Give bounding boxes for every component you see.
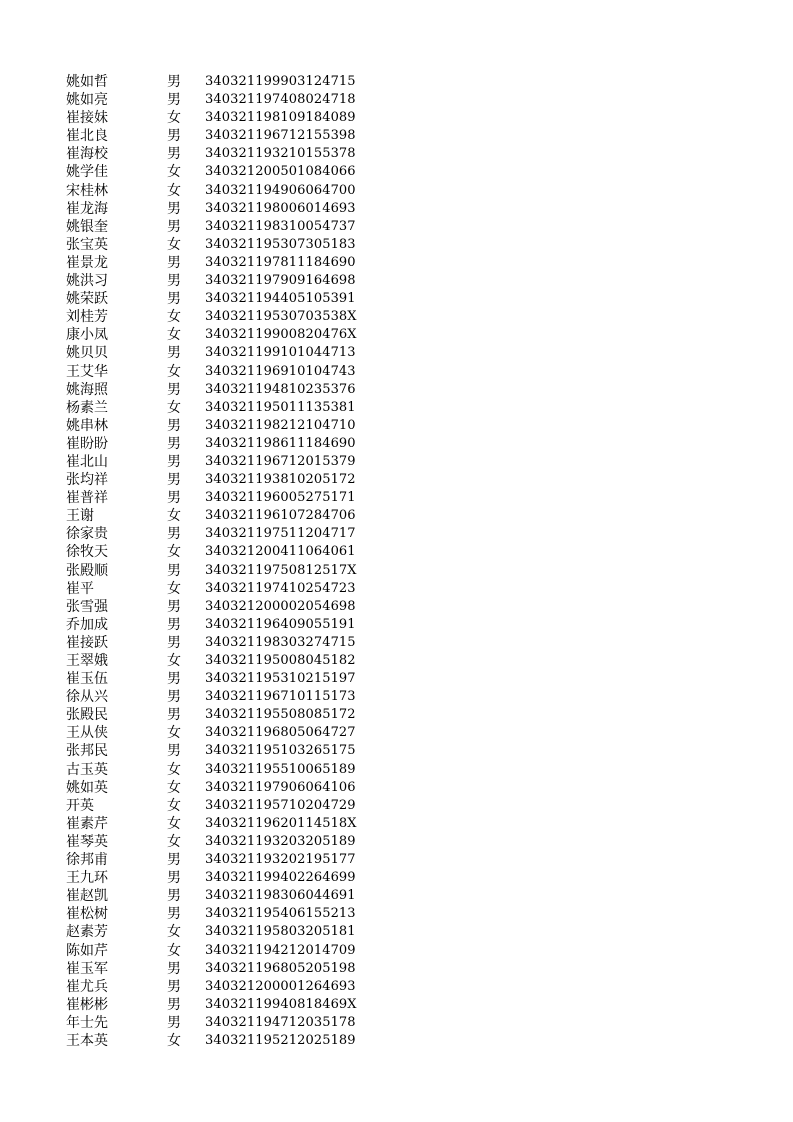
id-number: 340321200501084066	[205, 164, 356, 180]
id-number: 340321193203205189	[205, 833, 356, 849]
person-name: 王九环	[66, 870, 108, 887]
person-gender: 女	[167, 833, 181, 850]
person-name: 王从侠	[66, 725, 108, 742]
id-number: 340321197511204717	[205, 526, 356, 542]
person-name: 张均祥	[66, 472, 108, 489]
record-row	[66, 507, 366, 525]
person-gender: 男	[167, 381, 181, 398]
person-name: 姚如哲	[66, 74, 108, 90]
person-gender: 男	[167, 870, 181, 887]
person-name: 姚学佳	[66, 164, 108, 181]
person-name: 崔尤兵	[66, 978, 108, 995]
record-row	[66, 978, 366, 996]
person-gender: 男	[167, 562, 181, 579]
record-row	[66, 290, 366, 308]
person-gender: 男	[167, 273, 181, 290]
id-number: 340321198303274715	[205, 634, 356, 650]
person-gender: 男	[167, 888, 181, 905]
person-name: 徐从兴	[66, 689, 108, 706]
person-name: 崔盼盼	[66, 435, 108, 452]
record-row	[66, 453, 366, 471]
person-gender: 女	[167, 761, 181, 778]
record-row	[66, 960, 366, 978]
person-gender: 男	[167, 254, 181, 271]
record-row	[66, 381, 366, 399]
id-number: 340321195510065189	[205, 761, 356, 777]
person-name: 崔彬彬	[66, 996, 108, 1013]
id-number: 340321197909164698	[205, 273, 356, 289]
person-gender: 女	[167, 164, 181, 181]
person-name: 崔北良	[66, 128, 108, 145]
person-gender: 男	[167, 291, 181, 308]
record-row	[66, 562, 366, 580]
person-gender: 女	[167, 779, 181, 796]
record-row	[66, 580, 366, 598]
person-name: 刘桂芳	[66, 309, 108, 326]
id-number: 340321193810205172	[205, 472, 356, 488]
id-number: 34032119940818469X	[205, 996, 357, 1012]
record-row	[66, 182, 366, 200]
person-name: 乔加成	[66, 616, 108, 633]
person-gender: 女	[167, 544, 181, 561]
record-row	[66, 652, 366, 670]
id-number: 34032119530703538X	[205, 309, 357, 325]
id-number: 340321195103265175	[205, 743, 356, 759]
record-row	[66, 616, 366, 634]
record-row	[66, 797, 366, 815]
record-row	[66, 525, 366, 543]
person-name: 崔玉伍	[66, 671, 108, 688]
record-row	[66, 435, 366, 453]
person-gender: 男	[167, 978, 181, 995]
id-number: 34032119900820476X	[205, 327, 357, 343]
person-gender: 女	[167, 653, 181, 669]
id-number: 340321195508085172	[205, 707, 356, 723]
person-gender: 女	[167, 508, 181, 525]
id-number: 340321198109184089	[205, 110, 356, 126]
id-number: 340321194212014709	[205, 942, 356, 958]
record-row	[66, 91, 366, 109]
id-number: 340321195803205181	[205, 924, 356, 940]
person-name: 王艾华	[66, 363, 108, 380]
id-number: 340321194906064700	[205, 182, 356, 198]
id-number: 340321196409055191	[205, 616, 356, 632]
person-gender: 女	[167, 363, 181, 380]
id-number: 340321196805205198	[205, 960, 356, 976]
id-number: 340321196805064727	[205, 725, 356, 741]
person-name: 年士先	[66, 1014, 108, 1031]
person-gender: 女	[167, 236, 181, 253]
id-number: 340321194810235376	[205, 381, 356, 397]
person-name: 张殿民	[66, 707, 108, 724]
person-gender: 男	[167, 743, 181, 760]
person-name: 姚海照	[66, 381, 108, 398]
person-gender: 男	[167, 128, 181, 145]
person-gender: 男	[167, 598, 181, 615]
record-row	[66, 815, 366, 833]
id-number: 340321193202195177	[205, 852, 356, 868]
person-gender: 女	[167, 1032, 181, 1049]
record-row	[66, 851, 366, 869]
person-name: 张宝英	[66, 236, 108, 253]
record-row	[66, 218, 366, 236]
id-number: 340321198611184690	[205, 435, 356, 451]
person-name: 崔接妹	[66, 110, 108, 127]
record-row	[66, 200, 366, 218]
id-number: 340321195406155213	[205, 906, 356, 922]
id-number: 340321195307305183	[205, 236, 356, 252]
id-number: 340321197408024718	[205, 92, 356, 108]
person-gender: 男	[167, 417, 181, 434]
person-name: 开英	[66, 797, 94, 814]
person-name: 张邦民	[66, 743, 108, 760]
person-gender: 女	[167, 182, 181, 199]
id-number: 340321194712035178	[205, 1014, 356, 1030]
person-gender: 男	[167, 435, 181, 452]
record-row	[66, 163, 366, 181]
person-name: 姚如英	[66, 779, 108, 796]
id-number: 340321198212104710	[205, 417, 356, 433]
person-gender: 男	[167, 74, 181, 90]
id-number: 340321200001264693	[205, 978, 356, 994]
id-number: 340321197811184690	[205, 254, 356, 270]
record-row	[66, 1032, 366, 1050]
person-name: 崔素芹	[66, 815, 108, 832]
record-row	[66, 471, 366, 489]
id-number: 34032119750812517X	[205, 562, 357, 578]
id-number: 340321195008045182	[205, 653, 356, 668]
person-gender: 女	[167, 942, 181, 959]
person-gender: 女	[167, 110, 181, 127]
id-number: 340321196107284706	[205, 508, 356, 524]
id-number: 340321196910104743	[205, 363, 356, 379]
record-row	[66, 109, 366, 127]
person-name: 张殿顺	[66, 562, 108, 579]
person-name: 崔玉军	[66, 960, 108, 977]
person-gender: 男	[167, 906, 181, 923]
id-number: 340321198306044691	[205, 888, 356, 904]
person-name: 古玉英	[66, 761, 108, 778]
person-name: 徐邦甫	[66, 852, 108, 869]
person-gender: 男	[167, 616, 181, 633]
person-gender: 男	[167, 634, 181, 651]
id-number: 340321195710204729	[205, 797, 356, 813]
record-row	[66, 127, 366, 145]
record-row	[66, 308, 366, 326]
record-row	[66, 363, 366, 381]
record-row	[66, 996, 366, 1014]
record-row	[66, 326, 366, 344]
person-gender: 男	[167, 472, 181, 489]
id-number: 340321195212025189	[205, 1032, 356, 1048]
person-gender: 男	[167, 526, 181, 543]
record-row	[66, 272, 366, 290]
person-name: 姚银奎	[66, 218, 108, 235]
person-name: 徐牧天	[66, 544, 108, 561]
person-name: 崔北山	[66, 453, 108, 470]
person-name: 崔海校	[66, 146, 108, 163]
record-row	[66, 724, 366, 742]
record-row	[66, 869, 366, 887]
person-name: 王翠娥	[66, 653, 108, 669]
person-gender: 女	[167, 309, 181, 326]
person-name: 姚串林	[66, 417, 108, 434]
person-name: 徐家贵	[66, 526, 108, 543]
record-row	[66, 598, 366, 616]
person-gender: 男	[167, 960, 181, 977]
id-number: 340321194405105391	[205, 291, 356, 307]
person-name: 杨素兰	[66, 399, 108, 416]
person-name: 王谢	[66, 508, 94, 525]
id-number: 340321199101044713	[205, 345, 356, 361]
id-number: 340321197906064106	[205, 779, 356, 795]
record-row	[66, 344, 366, 362]
record-row	[66, 905, 366, 923]
person-gender: 女	[167, 815, 181, 832]
record-row	[66, 887, 366, 905]
person-name: 崔松树	[66, 906, 108, 923]
person-gender: 男	[167, 852, 181, 869]
person-gender: 男	[167, 345, 181, 362]
person-name: 赵素芳	[66, 924, 108, 941]
person-gender: 男	[167, 453, 181, 470]
record-row	[66, 399, 366, 417]
person-gender: 女	[167, 580, 181, 597]
person-gender: 男	[167, 92, 181, 109]
record-row	[66, 688, 366, 706]
person-gender: 女	[167, 399, 181, 416]
id-number: 340321199903124715	[205, 74, 356, 89]
record-row	[66, 923, 366, 941]
record-row	[66, 1014, 366, 1032]
person-name: 康小凤	[66, 327, 108, 344]
id-number: 340321193210155378	[205, 146, 356, 162]
id-number: 340321195310215197	[205, 671, 356, 687]
person-name: 姚如亮	[66, 92, 108, 109]
record-row	[66, 417, 366, 435]
person-gender: 女	[167, 924, 181, 941]
person-name: 张雪强	[66, 598, 108, 615]
id-number: 340321199402264699	[205, 870, 356, 886]
person-gender: 男	[167, 996, 181, 1013]
id-number: 340321196710115173	[205, 689, 356, 705]
record-row	[66, 706, 366, 724]
id-number: 340321197410254723	[205, 580, 356, 596]
person-name: 崔平	[66, 580, 94, 597]
record-row	[66, 779, 366, 797]
record-row	[66, 145, 366, 163]
record-row	[66, 742, 366, 760]
record-row	[66, 489, 366, 507]
id-number: 340321196712015379	[205, 453, 356, 469]
person-name: 姚贝贝	[66, 345, 108, 362]
record-row	[66, 833, 366, 851]
id-number: 34032119620114518X	[205, 815, 357, 831]
record-row	[66, 236, 366, 254]
person-gender: 男	[167, 200, 181, 217]
person-gender: 男	[167, 689, 181, 706]
id-number: 340321195011135381	[205, 399, 356, 415]
record-row	[66, 634, 366, 652]
person-gender: 女	[167, 725, 181, 742]
person-name: 崔景龙	[66, 254, 108, 271]
person-name: 姚洪习	[66, 273, 108, 290]
id-number: 340321196712155398	[205, 128, 356, 144]
person-gender: 女	[167, 797, 181, 814]
person-gender: 男	[167, 671, 181, 688]
person-gender: 男	[167, 218, 181, 235]
person-name: 崔接跃	[66, 634, 108, 651]
person-gender: 男	[167, 146, 181, 163]
person-name: 宋桂林	[66, 182, 108, 199]
record-row	[66, 670, 366, 688]
person-name: 崔琴英	[66, 833, 108, 850]
person-gender: 女	[167, 327, 181, 344]
record-row	[66, 942, 366, 960]
id-number: 340321200002054698	[205, 598, 356, 614]
person-name: 崔普祥	[66, 490, 108, 507]
record-row	[66, 73, 366, 91]
id-number: 340321200411064061	[205, 544, 356, 560]
person-name: 崔龙海	[66, 200, 108, 217]
person-gender: 男	[167, 1014, 181, 1031]
person-name: 王本英	[66, 1032, 108, 1049]
roster-list	[66, 73, 366, 1050]
id-number: 340321198006014693	[205, 200, 356, 216]
person-gender: 男	[167, 707, 181, 724]
person-gender: 男	[167, 490, 181, 507]
record-row	[66, 761, 366, 779]
record-row	[66, 543, 366, 561]
record-row	[66, 254, 366, 272]
person-name: 崔赵凯	[66, 888, 108, 905]
id-number: 340321196005275171	[205, 490, 356, 506]
id-number: 340321198310054737	[205, 218, 356, 234]
person-name: 姚荣跃	[66, 291, 108, 308]
person-name: 陈如芹	[66, 942, 108, 959]
